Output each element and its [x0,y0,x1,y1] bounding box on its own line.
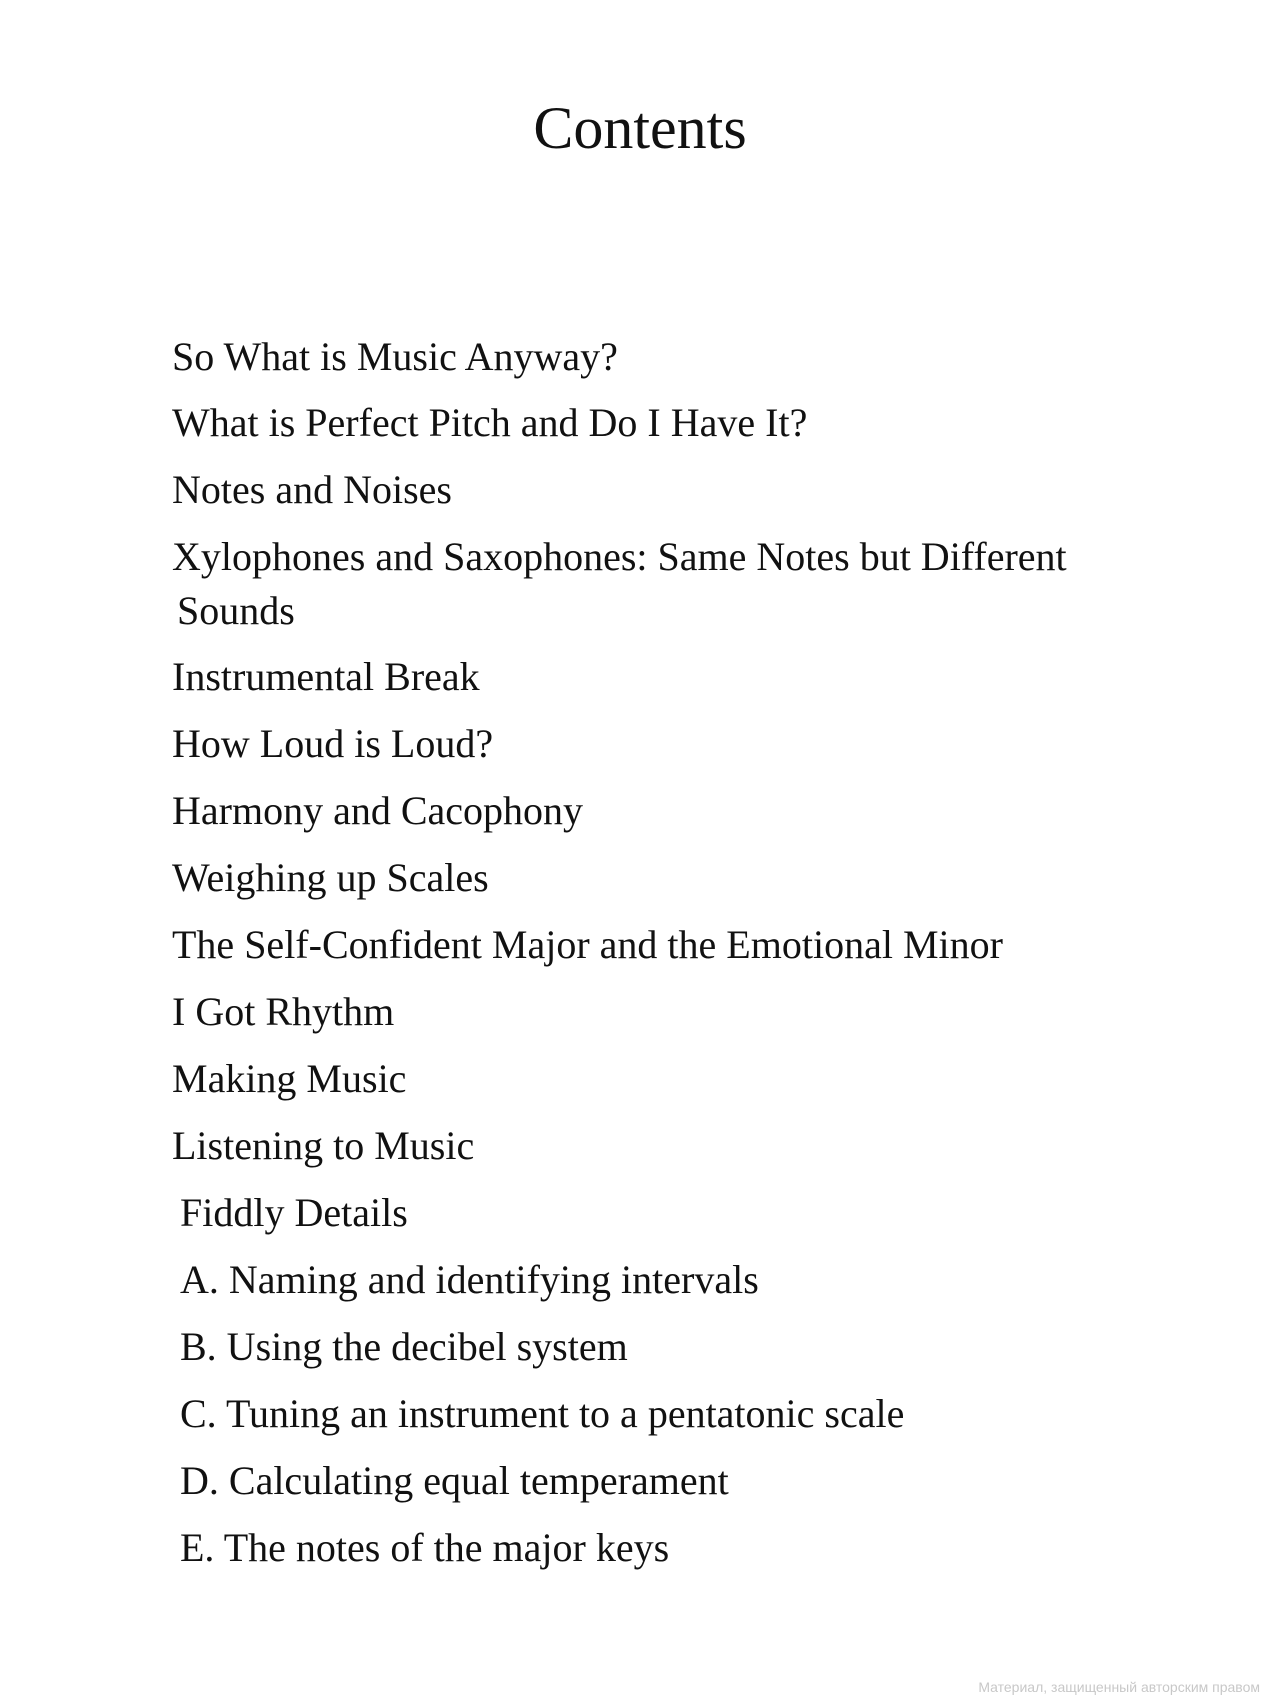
page-title: Contents [533,95,747,161]
toc-entry-title: The Self-Confident Major and the Emotional Minor [172,922,1003,967]
toc-entry-title: So What is Music Anyway? [172,334,618,379]
toc-entry-title: Making Music [172,1056,407,1101]
toc-entry-title: How Loud is Loud? [172,721,494,766]
toc-entry-title-line-2: Sounds [177,588,295,633]
toc-entry-title: Weighing up Scales [172,855,489,900]
toc-entry-title: I Got Rhythm [172,989,395,1034]
toc-entry-title: Notes and Noises [172,467,452,512]
appendix-heading[interactable]: Fiddly Details [180,1190,408,1235]
toc-entry-title-line-1: Xylophones and Saxophones: Same Notes but Different [172,534,1067,579]
toc-entry-title: Listening to Music [172,1123,475,1168]
appendix-entry-e[interactable]: E. The notes of the major keys [180,1525,670,1570]
toc-entry-title [172,530,1152,638]
toc-entry-title: Instrumental Break [172,654,480,699]
appendix-entry-d[interactable]: D. Calculating equal temperament [180,1458,729,1503]
appendix-entry-a[interactable]: A. Naming and identifying intervals [180,1257,759,1302]
copyright-watermark: Материал, защищенный авторским правом [978,1679,1260,1695]
toc-entry-title: Harmony and Cacophony [172,788,584,833]
toc-entry-title: What is Perfect Pitch and Do I Have It? [172,400,808,445]
appendix-entry-c[interactable]: C. Tuning an instrument to a pentatonic scale [180,1391,905,1436]
appendix-entry-b[interactable]: B. Using the decibel system [180,1324,628,1369]
